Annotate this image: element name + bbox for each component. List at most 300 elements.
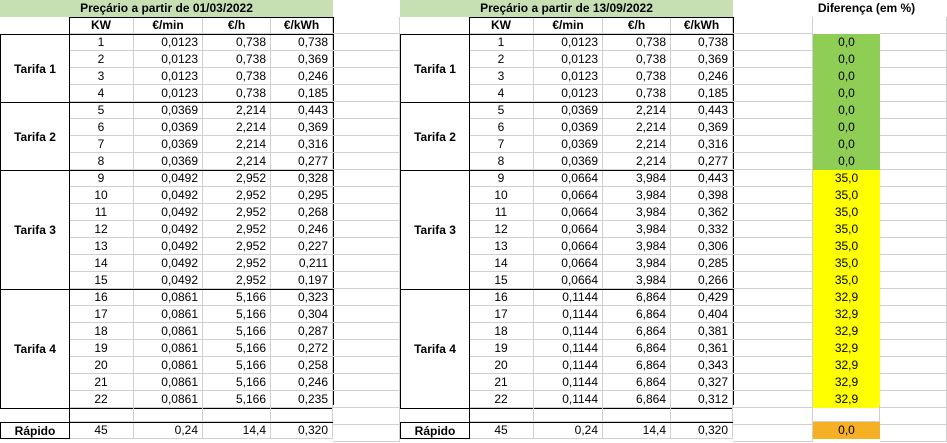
empty-cell: [733, 391, 813, 408]
empty-cell: [733, 204, 813, 221]
price-cell: 0,0492: [134, 238, 203, 255]
kw-cell: 15: [469, 272, 534, 289]
empty-cell: [880, 119, 947, 136]
price-cell: 5,166: [203, 391, 271, 408]
kw-cell: 3: [469, 68, 534, 85]
price-cell: 0,235: [271, 391, 333, 408]
empty-cell: [880, 425, 947, 442]
kw-cell: 13: [69, 238, 134, 255]
price-cell: 0,0492: [134, 255, 203, 272]
table-title: Preçário a partir de 13/09/2022: [400, 0, 733, 17]
empty-cell: [333, 170, 400, 187]
price-cell: 0,0664: [534, 238, 603, 255]
empty-cell: [333, 136, 400, 153]
kw-cell: 4: [69, 85, 134, 102]
kw-cell: 3: [69, 68, 134, 85]
price-cell: 6,864: [603, 306, 671, 323]
border-line: [69, 422, 333, 423]
price-cell: 0,738: [271, 34, 333, 51]
price-cell: 0,0123: [534, 51, 603, 68]
difference-cell: 32,9: [813, 391, 880, 408]
empty-cell: [333, 119, 400, 136]
rapid-value: 0,24: [534, 422, 603, 439]
price-cell: 0,0664: [534, 221, 603, 238]
price-cell: 0,443: [671, 102, 733, 119]
empty-cell: [69, 405, 134, 422]
border-line: [469, 170, 733, 171]
price-cell: 0,266: [671, 272, 733, 289]
price-cell: 0,0369: [134, 119, 203, 136]
border-line: [69, 102, 333, 103]
kw-cell: 11: [469, 204, 534, 221]
empty-cell: [534, 405, 603, 422]
empty-cell: [333, 51, 400, 68]
empty-cell: [271, 405, 333, 422]
border-line: [69, 170, 333, 171]
kw-cell: 9: [69, 170, 134, 187]
kw-cell: 14: [69, 255, 134, 272]
price-cell: 2,952: [203, 170, 271, 187]
price-cell: 0,0861: [134, 306, 203, 323]
column-header: €/kWh: [271, 17, 333, 34]
rapid-value: 45: [69, 422, 134, 439]
empty-cell: [333, 374, 400, 391]
price-cell: 3,984: [603, 272, 671, 289]
empty-cell: [333, 85, 400, 102]
border-line: [469, 34, 733, 35]
kw-cell: 10: [69, 187, 134, 204]
price-cell: 0,369: [271, 51, 333, 68]
kw-cell: 14: [469, 255, 534, 272]
kw-cell: 15: [69, 272, 134, 289]
empty-cell: [733, 85, 813, 102]
empty-cell: [880, 51, 947, 68]
price-cell: 0,0123: [134, 68, 203, 85]
price-cell: 5,166: [203, 323, 271, 340]
price-cell: 0,277: [271, 153, 333, 170]
price-cell: 2,952: [203, 204, 271, 221]
price-cell: 0,1144: [534, 357, 603, 374]
empty-cell: [733, 51, 813, 68]
price-cell: 0,443: [271, 102, 333, 119]
difference-cell: 32,9: [813, 323, 880, 340]
empty-cell: [733, 425, 813, 442]
price-cell: 2,952: [203, 255, 271, 272]
empty-cell: [733, 374, 813, 391]
price-cell: 0,398: [671, 187, 733, 204]
price-cell: 0,1144: [534, 374, 603, 391]
empty-cell: [880, 153, 947, 170]
price-cell: 0,0123: [534, 34, 603, 51]
tier-label: Tarifa 2: [0, 102, 69, 171]
empty-cell: [813, 405, 880, 422]
price-cell: 0,246: [671, 68, 733, 85]
price-cell: 3,984: [603, 204, 671, 221]
kw-cell: 18: [469, 323, 534, 340]
price-cell: 0,258: [271, 357, 333, 374]
empty-cell: [333, 238, 400, 255]
empty-cell: [733, 289, 813, 306]
price-cell: 0,0492: [134, 221, 203, 238]
price-cell: 0,0664: [534, 272, 603, 289]
price-cell: 0,0664: [534, 204, 603, 221]
difference-cell: 0,0: [813, 34, 880, 51]
price-cell: 0,0369: [534, 119, 603, 136]
price-cell: 0,0492: [134, 187, 203, 204]
border-line: [69, 289, 333, 290]
empty-cell: [880, 374, 947, 391]
kw-cell: 22: [69, 391, 134, 408]
price-cell: 0,268: [271, 204, 333, 221]
price-cell: 0,306: [671, 238, 733, 255]
rapid-value: 14,4: [603, 422, 671, 439]
empty-cell: [733, 119, 813, 136]
empty-cell: [733, 408, 813, 425]
empty-cell: [333, 102, 400, 119]
difference-cell: 32,9: [813, 340, 880, 357]
price-cell: 0,285: [671, 255, 733, 272]
difference-cell: 0,0: [813, 102, 880, 119]
kw-cell: 5: [69, 102, 134, 119]
difference-cell: 35,0: [813, 221, 880, 238]
price-cell: 0,738: [603, 85, 671, 102]
price-cell: 0,323: [271, 289, 333, 306]
price-cell: 0,369: [671, 51, 733, 68]
price-cell: 5,166: [203, 340, 271, 357]
price-cell: 0,0861: [134, 340, 203, 357]
empty-cell: [880, 323, 947, 340]
empty-cell: [469, 405, 534, 422]
price-cell: 0,0664: [534, 255, 603, 272]
price-cell: 0,0861: [134, 289, 203, 306]
price-cell: 0,0369: [534, 136, 603, 153]
price-cell: 0,369: [671, 119, 733, 136]
empty-cell: [733, 34, 813, 51]
empty-cell: [880, 136, 947, 153]
kw-cell: 11: [69, 204, 134, 221]
kw-cell: 17: [469, 306, 534, 323]
price-cell: 0,738: [603, 51, 671, 68]
price-cell: 2,214: [203, 119, 271, 136]
empty-cell: [880, 187, 947, 204]
kw-cell: 2: [69, 51, 134, 68]
price-cell: 0,246: [271, 221, 333, 238]
price-cell: 0,0861: [134, 391, 203, 408]
kw-cell: 8: [69, 153, 134, 170]
empty-cell: [880, 170, 947, 187]
price-cell: 0,0861: [134, 357, 203, 374]
difference-cell: 32,9: [813, 374, 880, 391]
price-cell: 0,738: [603, 34, 671, 51]
price-cell: 5,166: [203, 306, 271, 323]
price-cell: 0,429: [671, 289, 733, 306]
border-line: [469, 102, 733, 103]
price-cell: 3,984: [603, 221, 671, 238]
kw-cell: 20: [469, 357, 534, 374]
price-cell: 6,864: [603, 374, 671, 391]
kw-cell: 17: [69, 306, 134, 323]
price-cell: 0,304: [271, 306, 333, 323]
rapid-label: Rápido: [0, 422, 69, 439]
price-cell: 0,443: [671, 170, 733, 187]
kw-cell: 9: [469, 170, 534, 187]
empty-cell: [333, 153, 400, 170]
price-cell: 0,295: [271, 187, 333, 204]
difference-cell: 32,9: [813, 357, 880, 374]
price-cell: 0,332: [671, 221, 733, 238]
price-cell: 0,227: [271, 238, 333, 255]
price-cell: 0,0492: [134, 272, 203, 289]
price-cell: 0,361: [671, 340, 733, 357]
empty-cell: [333, 187, 400, 204]
price-cell: 2,214: [203, 136, 271, 153]
empty-cell: [880, 306, 947, 323]
empty-cell: [203, 405, 271, 422]
rapid-value: 45: [469, 422, 534, 439]
price-cell: 2,214: [603, 136, 671, 153]
price-cell: 0,738: [203, 85, 271, 102]
empty-cell: [333, 68, 400, 85]
empty-cell: [333, 323, 400, 340]
price-cell: 0,277: [671, 153, 733, 170]
price-cell: 0,0861: [134, 374, 203, 391]
price-cell: 0,316: [671, 136, 733, 153]
empty-cell: [333, 34, 400, 51]
price-cell: 2,952: [203, 187, 271, 204]
kw-cell: 18: [69, 323, 134, 340]
price-cell: 2,952: [203, 238, 271, 255]
kw-cell: 7: [469, 136, 534, 153]
empty-cell: [733, 357, 813, 374]
kw-cell: 16: [69, 289, 134, 306]
difference-cell: 35,0: [813, 204, 880, 221]
price-cell: 0,1144: [534, 306, 603, 323]
rapid-value: 0,320: [271, 422, 333, 439]
price-cell: 0,738: [203, 34, 271, 51]
column-header: €/min: [134, 17, 203, 34]
border-line: [69, 34, 333, 35]
price-cell: 2,214: [603, 102, 671, 119]
kw-cell: 4: [469, 85, 534, 102]
empty-cell: [333, 289, 400, 306]
border-line: [469, 289, 733, 290]
price-cell: 0,0492: [134, 170, 203, 187]
price-cell: 0,404: [671, 306, 733, 323]
table-title: Preçário a partir de 01/03/2022: [0, 0, 333, 17]
price-cell: 0,343: [671, 357, 733, 374]
kw-cell: 1: [69, 34, 134, 51]
price-cell: 0,369: [271, 119, 333, 136]
difference-cell: 0,0: [813, 51, 880, 68]
rapid-label: Rápido: [400, 422, 469, 439]
empty-cell: [880, 340, 947, 357]
price-cell: 2,214: [203, 102, 271, 119]
empty-cell: [733, 187, 813, 204]
difference-cell: 0,0: [813, 68, 880, 85]
price-cell: 0,0369: [134, 102, 203, 119]
difference-cell: 35,0: [813, 238, 880, 255]
empty-cell: [880, 272, 947, 289]
difference-cell: 0,0: [813, 153, 880, 170]
price-cell: 0,312: [671, 391, 733, 408]
empty-cell: [733, 153, 813, 170]
price-cell: 6,864: [603, 391, 671, 408]
column-header: KW: [469, 17, 534, 34]
price-cell: 0,272: [271, 340, 333, 357]
price-cell: 0,0664: [534, 187, 603, 204]
price-cell: 3,984: [603, 187, 671, 204]
price-cell: 0,738: [671, 34, 733, 51]
empty-cell: [880, 391, 947, 408]
price-cell: 3,984: [603, 170, 671, 187]
empty-cell: [880, 289, 947, 306]
price-cell: 2,952: [203, 272, 271, 289]
price-cell: 0,738: [203, 51, 271, 68]
column-header: €/min: [534, 17, 603, 34]
price-cell: 0,0123: [534, 68, 603, 85]
kw-cell: 1: [469, 34, 534, 51]
difference-cell: 35,0: [813, 272, 880, 289]
price-cell: 2,214: [603, 119, 671, 136]
empty-cell: [733, 323, 813, 340]
empty-cell: [333, 204, 400, 221]
empty-cell: [880, 34, 947, 51]
empty-cell: [880, 357, 947, 374]
price-cell: 0,1144: [534, 323, 603, 340]
empty-cell: [733, 255, 813, 272]
empty-cell: [733, 102, 813, 119]
price-cell: 0,0861: [134, 323, 203, 340]
kw-cell: 5: [469, 102, 534, 119]
price-cell: 0,1144: [534, 289, 603, 306]
empty-cell: [333, 408, 400, 425]
column-header: €/kWh: [671, 17, 733, 34]
price-cell: 3,984: [603, 238, 671, 255]
price-cell: 0,328: [271, 170, 333, 187]
empty-cell: [603, 405, 671, 422]
empty-cell: [733, 238, 813, 255]
difference-cell: 35,0: [813, 255, 880, 272]
empty-cell: [733, 221, 813, 238]
tier-label: Tarifa 4: [0, 289, 69, 409]
kw-cell: 12: [69, 221, 134, 238]
price-cell: 0,0369: [134, 153, 203, 170]
rapid-value: 0,24: [134, 422, 203, 439]
empty-cell: [880, 255, 947, 272]
price-cell: 6,864: [603, 289, 671, 306]
price-cell: 0,0369: [534, 102, 603, 119]
empty-cell: [733, 17, 813, 34]
kw-cell: 20: [69, 357, 134, 374]
price-cell: 0,185: [671, 85, 733, 102]
price-cell: 0,0664: [534, 170, 603, 187]
price-cell: 0,362: [671, 204, 733, 221]
empty-cell: [733, 340, 813, 357]
kw-cell: 12: [469, 221, 534, 238]
price-cell: 6,864: [603, 323, 671, 340]
tier-label: Tarifa 4: [400, 289, 469, 409]
empty-cell: [880, 68, 947, 85]
kw-cell: 13: [469, 238, 534, 255]
empty-cell: [333, 17, 400, 34]
kw-cell: 6: [69, 119, 134, 136]
empty-cell: [134, 405, 203, 422]
difference-cell: 35,0: [813, 187, 880, 204]
kw-cell: 16: [469, 289, 534, 306]
price-cell: 0,381: [671, 323, 733, 340]
kw-cell: 22: [469, 391, 534, 408]
price-cell: 0,185: [271, 85, 333, 102]
empty-cell: [880, 238, 947, 255]
empty-cell: [333, 255, 400, 272]
price-cell: 0,197: [271, 272, 333, 289]
border-line: [469, 422, 733, 423]
price-cell: 0,316: [271, 136, 333, 153]
column-header: KW: [69, 17, 134, 34]
price-cell: 0,0369: [534, 153, 603, 170]
empty-cell: [880, 408, 947, 425]
empty-cell: [880, 221, 947, 238]
difference-cell: 0,0: [813, 85, 880, 102]
empty-cell: [880, 17, 947, 34]
kw-cell: 2: [469, 51, 534, 68]
difference-cell: 35,0: [813, 170, 880, 187]
tier-label: Tarifa 1: [0, 34, 69, 103]
price-cell: 2,952: [203, 221, 271, 238]
price-cell: 0,0492: [134, 204, 203, 221]
kw-cell: 7: [69, 136, 134, 153]
difference-cell: 32,9: [813, 306, 880, 323]
empty-cell: [880, 204, 947, 221]
border-line: [69, 17, 70, 439]
price-cell: 0,211: [271, 255, 333, 272]
empty-cell: [671, 405, 733, 422]
border-line: [69, 17, 333, 18]
kw-cell: 6: [469, 119, 534, 136]
empty-cell: [333, 272, 400, 289]
empty-cell: [733, 68, 813, 85]
empty-cell: [333, 306, 400, 323]
tier-label: Tarifa 1: [400, 34, 469, 103]
empty-cell: [333, 357, 400, 374]
border-line: [469, 17, 470, 439]
price-cell: 5,166: [203, 357, 271, 374]
kw-cell: 19: [69, 340, 134, 357]
price-cell: 0,287: [271, 323, 333, 340]
column-header: €/h: [203, 17, 271, 34]
kw-cell: 19: [469, 340, 534, 357]
empty-cell: [880, 102, 947, 119]
difference-cell: 0,0: [813, 119, 880, 136]
border-line: [469, 17, 733, 18]
empty-cell: [733, 306, 813, 323]
kw-cell: 10: [469, 187, 534, 204]
difference-cell: 0,0: [813, 136, 880, 153]
price-cell: 6,864: [603, 357, 671, 374]
price-cell: 0,0123: [134, 85, 203, 102]
tier-label: Tarifa 3: [0, 170, 69, 290]
empty-cell: [733, 272, 813, 289]
price-cell: 0,327: [671, 374, 733, 391]
empty-cell: [333, 221, 400, 238]
price-cell: 6,864: [603, 340, 671, 357]
price-cell: 2,214: [603, 153, 671, 170]
rapid-value: 14,4: [203, 422, 271, 439]
price-cell: 3,984: [603, 255, 671, 272]
price-cell: 2,214: [203, 153, 271, 170]
empty-cell: [333, 391, 400, 408]
price-cell: 0,0123: [134, 51, 203, 68]
